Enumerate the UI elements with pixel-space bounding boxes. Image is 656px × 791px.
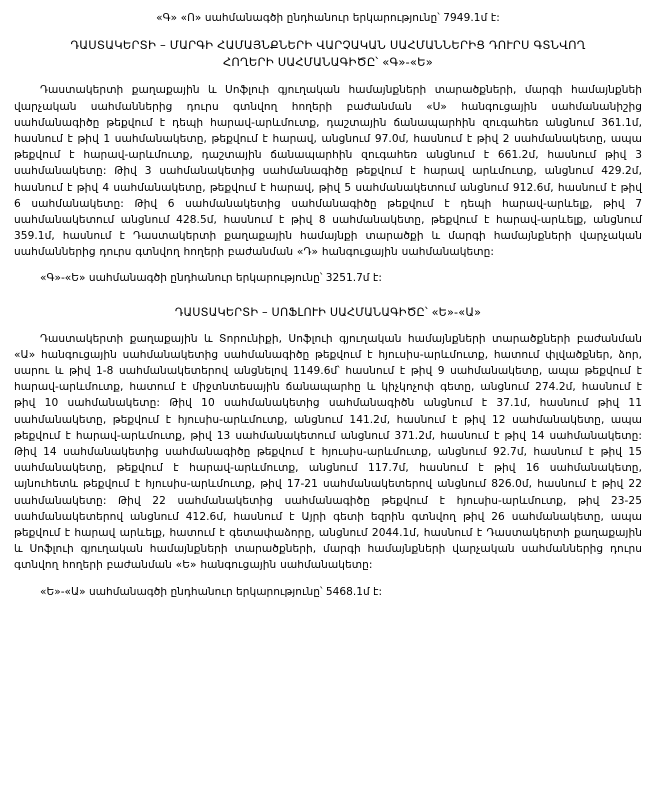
body-paragraph-2: Դաստակերտի քաղաքային և Տորունիքի, Սոֆլուի գյուղական համայնքների տարածքների բաժանման «Ա» հանգուցային սահմանակետից սահմանագիծը թեքվում է հյուսիս-արևմուտք, հատում փլվածքներ, ձոր, սարու և թիվ 1-8 սահմանակետերով անցնելով 1149.6մ՝ հասնում է թիվ 9 սահմանակետը, ապա թեքվում է հարավ-արևմուտք, հատում է միջտնտեսային ճանապարհը և կիչկոչոփ գետը, անցնում 274.2մ, հասնում է թիվ 10 սահմանակետը: Թիվ 10 սահմանակետից սահմանագիծն անցնում է 37.1մ, հասնում թիվ 11 սահմանակետը, թեքվում է հյուսիս-արևմուտք, անցնում 141.2մ, հասնում է թիվ 12 սահմանակետը, ապա թեքվում է հարավ-արևմուտք, թիվ 13 սահմանակետում անցնում 371.2մ, հասնում է թիվ 14 սահմանակետը: Թիվ 14 սահմանակետից սահմանագիծը թեքվում է հյուսիս-արևմուտք, անցնում 92.7մ, հասնում է թիվ 15 սահմանակետը, թեքվում է հարավ-արևմուտք, անցնում 117.7մ, հասնում է թիվ 16 սահմանակետը, այնուհետև թեքվում է հյուսիս-արևմուտք, թիվ 17-21 սահմանակետերով անցնում 826.0մ, հասնում է թիվ 22 սահմանակետը: Թիվ 22 սահմանակետից սահմանագիծը թեքվում է հյուսիս-արևմուտք, թիվ 23-25 սահմանակետերով անցնում 412.6մ, հասնում է Այրի գետի եզրին գտնվող թիվ 26 սահմանակետը, ապա թեքվում է հարավ արևելք, հատում է գետափաձորը, անցնում 2044.1մ, հասնում է Դաստակերտի քաղաքային և Սոֆլուի գյուղական համայնքների տարածքների, մարգի համայնքների վարչական սահմաններից դուրս գտնվող հողերի բաժանման «Ե» հանգուցային սահմանակետը:	[14, 332, 642, 572]
section-heading-line-2: ՀՈՂԵՐԻ ՍԱՀՄԱՆԱԳԻԾԸ՝ «Գ»-«Ե»	[223, 54, 433, 69]
top-boundary-note: «Գ» «Ո» սահմանագծի ընդհանուր երկարությունը՝ 7949.1մ է:	[156, 12, 500, 24]
subsection-heading: ԴԱՍՏԱԿԵՐՏԻ – ՍՈՖԼՈՒԻ ՍԱՀՄԱՆԱԳԻԾԸ՝ «Ե»-«Ա»	[174, 305, 482, 319]
boundary-length-note-1: «Գ»-«Ե» սահմանագծի ընդհանուր երկարությունը՝ 3251.7մ է:	[40, 271, 382, 284]
section-heading-line-1: ԴԱՍՏԱԿԵՐՏԻ – ՄԱՐԳԻ ՀԱՄԱՅՆՔՆԵՐԻ ՎԱՐՉԱԿԱՆ ՍԱՀՄԱՆՆԵՐԻՑ ԴՈՒՐՍ ԳՏՆՎՈՂ	[70, 38, 586, 52]
body-paragraph-1: Դաստակերտի քաղաքային և Սոֆլուի գյուղական համայնքների տարածքների, մարգի համայնքնեի վարչական սահմաններից դուրս գտնվող հողերի բաժանման «Ս» հանգուցային սահմանանիշից սահմանագիծը թեքվում է դեպի հարավ-արևմուտք, դաշտային ճանապարհին զուգահեռ անցնում 361.1մ, հասնում է թիվ 1 սահմանակետը, թեքվում է հարավ, անցնում 97.0մ, հասնում է թիվ 2 սահմանակետը, ապա թեքվում է հարավ-արևմուտք, դաշտային ճանապարհին զուգահեռ անցնում է 661.2մ, հասնում թիվ 3 սահմանակետը: Թիվ 3 սահմանակետից սահմանագիծը թեքվում է հարավ արևմուտք, անցնում 429.2մ, հասնում է թիվ 4 սահմանակետը, թեքվում է հարավ, թիվ 5 սահմանակետում անցնում 912.6մ, հասնում է թիվ 6 սահմանակետը: Թիվ 6 սահմանակետից սահմանագիծը թեքվում է դեպի հարավ-արևելք, թիվ 7 սահմանակետում անցնում 428.5մ, հասնում է թիվ 8 սահմանակետը, թեքվում է հարավ-արևելք, անցնում 359.1մ, հասնում է Դաստակերտի քաղաքային համայնքի տարածքի և մարգի համայնքների վարչական սահմաններից դուրս գտնվող հողերի բաժանման «Դ» հանգուցային սահմանակետը:	[14, 84, 642, 259]
section-heading	[14, 37, 642, 70]
boundary-length-note-2: «Ե»-«Ա» սահմանագծի ընդհանուր երկարությունը՝ 5468.1մ է:	[40, 585, 383, 598]
